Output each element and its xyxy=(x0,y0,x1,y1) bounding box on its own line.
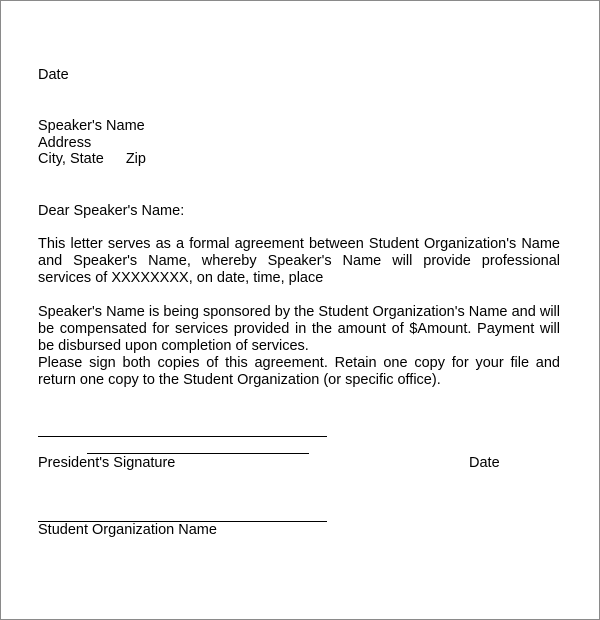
recipient-zip: Zip xyxy=(125,151,146,167)
signature-underline xyxy=(87,453,309,454)
recipient-address: Address xyxy=(38,135,92,151)
letter-date: Date xyxy=(38,67,69,83)
instructions-paragraph: Please sign both copies of this agreement. Retain one copy for your file and return one copy to the Student Organization (or specific office). xyxy=(38,355,560,388)
organization-name-label: Student Organization Name xyxy=(38,522,217,538)
salutation: Dear Speaker's Name: xyxy=(38,203,185,219)
president-signature-label: President's Signature xyxy=(38,455,176,471)
agreement-paragraph: This letter serves as a formal agreement between Student Organization's Name and Speaker's Name, whereby Speaker's Name will provide professional services of XXXXXXXX, on date, time, place xyxy=(38,236,560,286)
president-signature-line xyxy=(38,436,327,437)
recipient-name: Speaker's Name xyxy=(38,118,145,134)
recipient-city-state: City, State xyxy=(38,151,104,167)
sponsorship-paragraph: Speaker's Name is being sponsored by the Student Organization's Name and will be compensated for services provided in the amount of $Amount. Payment will be disbursed upon completion of services. xyxy=(38,304,560,354)
recipient-city-state-zip xyxy=(38,151,146,168)
signature-date-label: Date xyxy=(469,455,500,471)
